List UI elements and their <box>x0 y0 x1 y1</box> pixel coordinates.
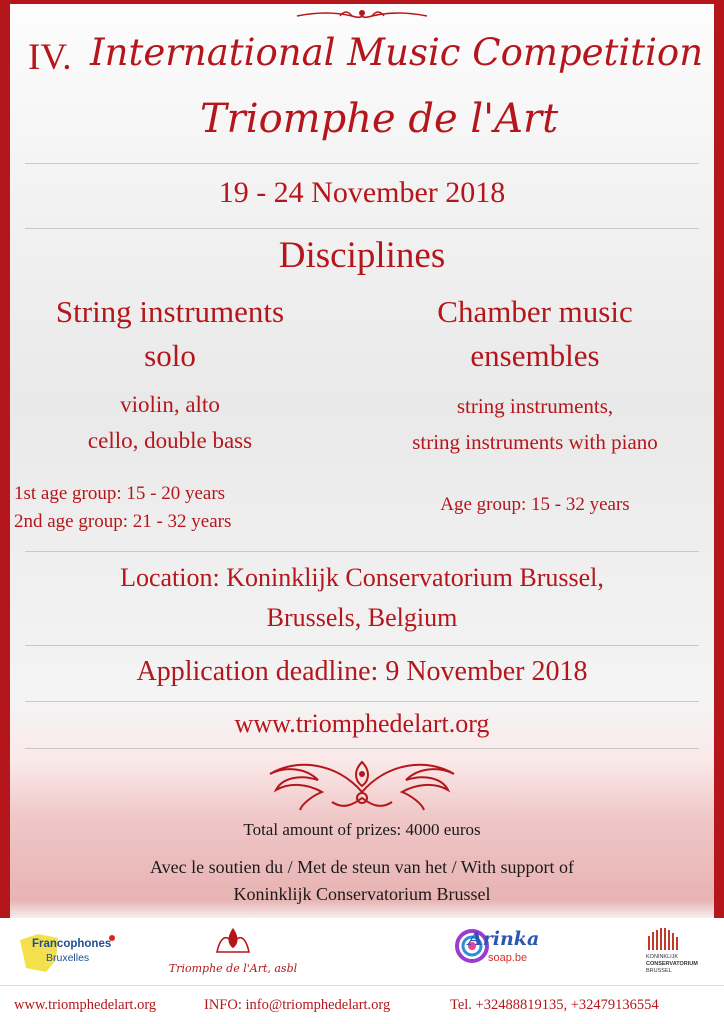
disciplines-heading: Disciplines <box>278 235 446 276</box>
footer <box>0 985 724 1024</box>
arinka-soap-logo[interactable] <box>454 926 564 974</box>
conservatorium-text-3: BRUSSEL <box>646 968 672 974</box>
chamber-title-line-2: ensembles <box>470 338 600 373</box>
location-line-1: Location: Koninklijk Conservatorium Brussel, <box>120 563 604 592</box>
solo-instruments-line-2: cello, double bass <box>87 428 253 453</box>
conservatorium-text-2: CONSERVATORIUM <box>646 961 698 967</box>
footer-info-email[interactable]: INFO: info@triomphedelart.org <box>204 997 391 1013</box>
chamber-age-group: Age group: 15 - 32 years <box>440 494 630 515</box>
divider <box>25 551 699 552</box>
footer-website[interactable]: www.triomphedelart.org <box>14 997 157 1013</box>
solo-age-group-2: 2nd age group: 21 - 32 years <box>14 511 232 532</box>
divider <box>25 163 699 164</box>
triomphe-logo-text: Triomphe de l'Art, asbl <box>168 962 298 975</box>
application-deadline: Application deadline: 9 November 2018 <box>136 656 588 687</box>
chamber-instruments-line-2: string instruments with piano <box>412 430 658 454</box>
triomphe-de-lart-logo[interactable] <box>168 924 298 984</box>
conservatorium-bars-icon <box>646 922 690 952</box>
francophones-text-1: Francophones <box>32 938 112 950</box>
solo-title-line-2: solo <box>144 338 196 373</box>
divider <box>25 228 699 229</box>
title-line-1: International Music Competition <box>90 31 704 74</box>
solo-instruments-line-1: violin, alto <box>120 392 220 417</box>
top-ornament <box>292 4 432 26</box>
solo-title-line-1: String instruments <box>55 294 285 329</box>
divider <box>25 748 699 749</box>
support-line-2: Koninklijk Conservatorium Brussel <box>233 884 491 904</box>
arinka-text: Arinka <box>468 928 540 950</box>
divider <box>25 701 699 702</box>
event-dates: 19 - 24 November 2018 <box>218 176 506 209</box>
solo-age-group-1: 1st age group: 15 - 20 years <box>14 483 226 504</box>
prizes-text: Total amount of prizes: 4000 euros <box>243 820 481 839</box>
title-line-2: Triomphe de l'Art <box>200 96 559 142</box>
sponsor-logos <box>0 918 724 985</box>
chamber-instruments-line-1: string instruments, <box>456 394 614 418</box>
ornament-flourish <box>256 752 468 814</box>
divider <box>25 645 699 646</box>
conservatorium-text-1: KONINKLIJK <box>646 954 679 960</box>
francophones-text-2: Bruxelles <box>46 952 90 964</box>
location-line-2: Brussels, Belgium <box>266 603 458 632</box>
francophones-bruxelles-logo[interactable] <box>18 930 118 974</box>
chamber-title-line-1: Chamber music <box>437 294 633 329</box>
conservatorium-logo[interactable] <box>640 922 704 982</box>
support-line-1: Avec le soutien du / Met de steun van het / With support of <box>149 857 575 877</box>
footer-phone[interactable]: Tel. +32488819135, +32479136554 <box>450 997 659 1013</box>
website-link[interactable]: www.triomphedelart.org <box>234 709 490 738</box>
arinka-soap-text: soap.be <box>488 952 528 964</box>
title-numeral: IV. <box>28 37 72 78</box>
crown-ornament-icon <box>213 924 253 958</box>
